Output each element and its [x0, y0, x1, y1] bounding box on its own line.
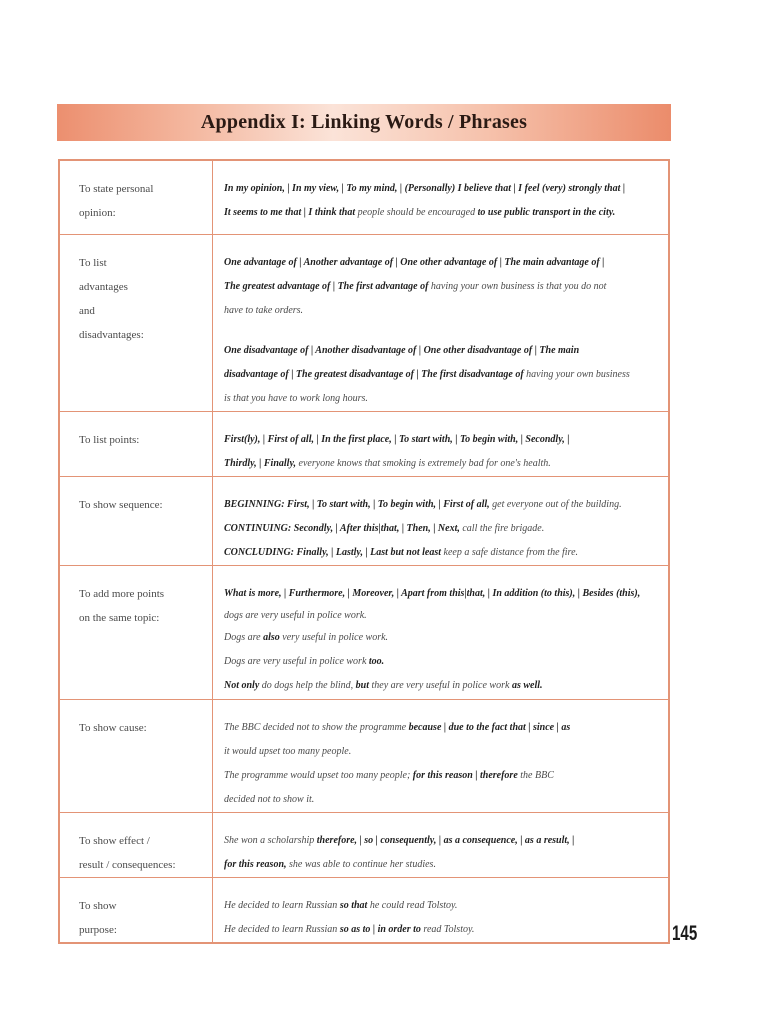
linking-phrase: What is more, | Furthermore, | Moreover, | Apart from this|that, | In addition (to this), | Besides (this),	[224, 587, 641, 599]
example-line	[224, 363, 660, 387]
row-label-line: advantages	[79, 280, 128, 293]
row-label-line: To show cause:	[79, 721, 147, 734]
linking-phrase: therefore, | so | consequently, | as a consequence, | as a result, |	[316, 834, 575, 846]
linking-phrase: Not only	[224, 679, 260, 691]
linking-phrase: The greatest advantage of | The first advantage of	[224, 280, 429, 292]
row-examples	[213, 476, 670, 565]
example-line	[224, 201, 660, 225]
page-number: 145	[672, 922, 698, 945]
row-examples	[213, 565, 670, 699]
table-row	[59, 234, 669, 411]
linking-phrase: but	[355, 679, 370, 691]
example-line	[224, 894, 660, 918]
row-label-line: To show	[79, 899, 117, 912]
linking-phrase: so as to | in order to	[339, 923, 421, 935]
example-text: have to take orders.	[224, 304, 304, 316]
table-row	[59, 699, 669, 812]
example-text: The BBC decided not to show the programme	[224, 721, 409, 733]
example-text: she was able to continue her studies.	[286, 858, 436, 870]
row-label	[59, 160, 213, 234]
example-line	[224, 626, 660, 650]
example-line	[224, 853, 660, 877]
example-text: He decided to learn Russian	[224, 899, 340, 911]
row-label-line: To show sequence:	[79, 498, 163, 511]
example-text: having your own business	[523, 368, 630, 380]
example-line	[224, 829, 660, 853]
row-label-line: on the same topic:	[79, 611, 160, 624]
row-label	[59, 812, 213, 877]
linking-phrase: CONCLUDING: Finally, | Lastly, | Last but not least	[224, 546, 442, 558]
row-label-line: To add more points	[79, 587, 165, 600]
row-label-line: purpose:	[79, 923, 117, 936]
row-label-line: and	[79, 304, 95, 317]
example-text: Dogs are very useful in police work	[224, 655, 369, 667]
row-label-line: To show effect /	[79, 834, 150, 847]
linking-phrase: It seems to me that | I think that	[224, 207, 356, 218]
example-line	[224, 582, 660, 606]
table-row	[59, 476, 669, 565]
linking-phrase: for this reason,	[224, 858, 287, 870]
example-line	[224, 275, 660, 299]
example-text: very useful in police work.	[279, 631, 389, 643]
example-text: do dogs help the blind,	[259, 679, 356, 691]
linking-phrase: One disadvantage of | Another disadvantage of | One other disadvantage of | The main	[224, 344, 580, 356]
example-text: get everyone out of the building.	[489, 498, 622, 510]
example-text: people should be encouraged	[355, 207, 478, 218]
row-examples	[213, 699, 670, 812]
row-label-line: opinion:	[79, 207, 116, 219]
row-label	[59, 234, 213, 411]
row-examples	[213, 411, 670, 476]
example-text: read Tolstoy.	[420, 923, 475, 935]
example-text: call the fire brigade.	[459, 522, 545, 534]
title-banner	[57, 104, 671, 141]
row-label	[59, 565, 213, 699]
row-examples	[213, 877, 670, 943]
table-body	[59, 160, 669, 943]
example-text: everyone knows that smoking is extremely bad for one's health.	[296, 457, 551, 469]
example-text: Dogs are	[224, 631, 264, 643]
example-text: keep a safe distance from the fire.	[441, 546, 579, 558]
example-line	[224, 493, 660, 517]
example-text: decided not to show it.	[224, 793, 315, 805]
example-line	[224, 177, 660, 201]
linking-phrase: also	[263, 631, 280, 643]
linking-phrase: BEGINNING: First, | To start with, | To begin with, | First of all,	[224, 498, 490, 510]
linking-phrase: too.	[368, 655, 385, 667]
example-text: the BBC	[517, 769, 554, 781]
row-examples	[213, 234, 670, 411]
example-text: it would upset too many people.	[224, 745, 352, 757]
linking-phrase: for this reason | therefore	[412, 769, 518, 781]
linking-phrase: so that	[339, 899, 368, 911]
example-line	[224, 387, 660, 411]
example-line	[224, 251, 660, 275]
example-line	[224, 452, 660, 476]
example-line	[224, 428, 660, 452]
example-text: He decided to learn Russian	[224, 923, 340, 935]
row-label	[59, 411, 213, 476]
example-text: She won a scholarship	[224, 834, 317, 846]
example-text: having your own business is that you do not	[428, 280, 607, 292]
table-row	[59, 877, 669, 943]
example-text: is that you have to work long hours.	[224, 392, 368, 404]
linking-phrase: First(ly), | First of all, | In the first place, | To start with, | To begin with, | Secondly, |	[224, 433, 570, 445]
row-label-line: result / consequences:	[79, 858, 176, 871]
linking-phrase: In my opinion, | In my view, | To my mind, | (Personally) I believe that | I feel (very) strongly that |	[224, 183, 626, 194]
example-line	[224, 740, 660, 764]
row-label-line: disadvantages:	[79, 328, 144, 341]
table-row	[59, 411, 669, 476]
example-line	[224, 674, 660, 698]
example-text: dogs are very useful in police work.	[224, 609, 367, 621]
row-examples	[213, 160, 670, 234]
table-row	[59, 812, 669, 877]
linking-phrase: Thirdly, | Finally,	[224, 457, 297, 469]
example-line	[224, 517, 660, 541]
linking-phrase: because | due to the fact that | since | as	[408, 721, 571, 733]
row-label-line: To state personal	[79, 183, 154, 195]
linking-phrase: One advantage of | Another advantage of | One other advantage of | The main advantage of |	[224, 256, 605, 268]
example-text: The programme would upset too many people;	[224, 769, 413, 781]
linking-phrase: disadvantage of | The greatest disadvantage of | The first disadvantage of	[224, 368, 524, 380]
example-text: he could read Tolstoy.	[367, 899, 458, 911]
row-label	[59, 877, 213, 943]
example-text: they are very useful in police work	[369, 679, 512, 691]
example-line	[224, 606, 660, 626]
linking-words-table	[58, 159, 670, 944]
row-label-line: To list points:	[79, 433, 140, 446]
row-label	[59, 476, 213, 565]
example-line	[224, 918, 660, 942]
page-title: Appendix I: Linking Words / Phrases	[200, 111, 528, 133]
example-line	[224, 716, 660, 740]
table-row	[59, 565, 669, 699]
row-label-line: To list	[79, 256, 107, 269]
linking-phrase: as well.	[511, 679, 543, 691]
example-line	[224, 764, 660, 788]
linking-phrase: to use public transport in the city.	[477, 207, 616, 218]
block-gap	[224, 323, 660, 339]
example-line	[224, 299, 660, 323]
example-line	[224, 788, 660, 812]
row-examples	[213, 812, 670, 877]
example-line	[224, 339, 660, 363]
table-row	[59, 160, 669, 234]
example-line	[224, 650, 660, 674]
linking-phrase: CONTINUING: Secondly, | After this|that, | Then, | Next,	[224, 522, 460, 534]
example-line	[224, 541, 660, 565]
row-label	[59, 699, 213, 812]
